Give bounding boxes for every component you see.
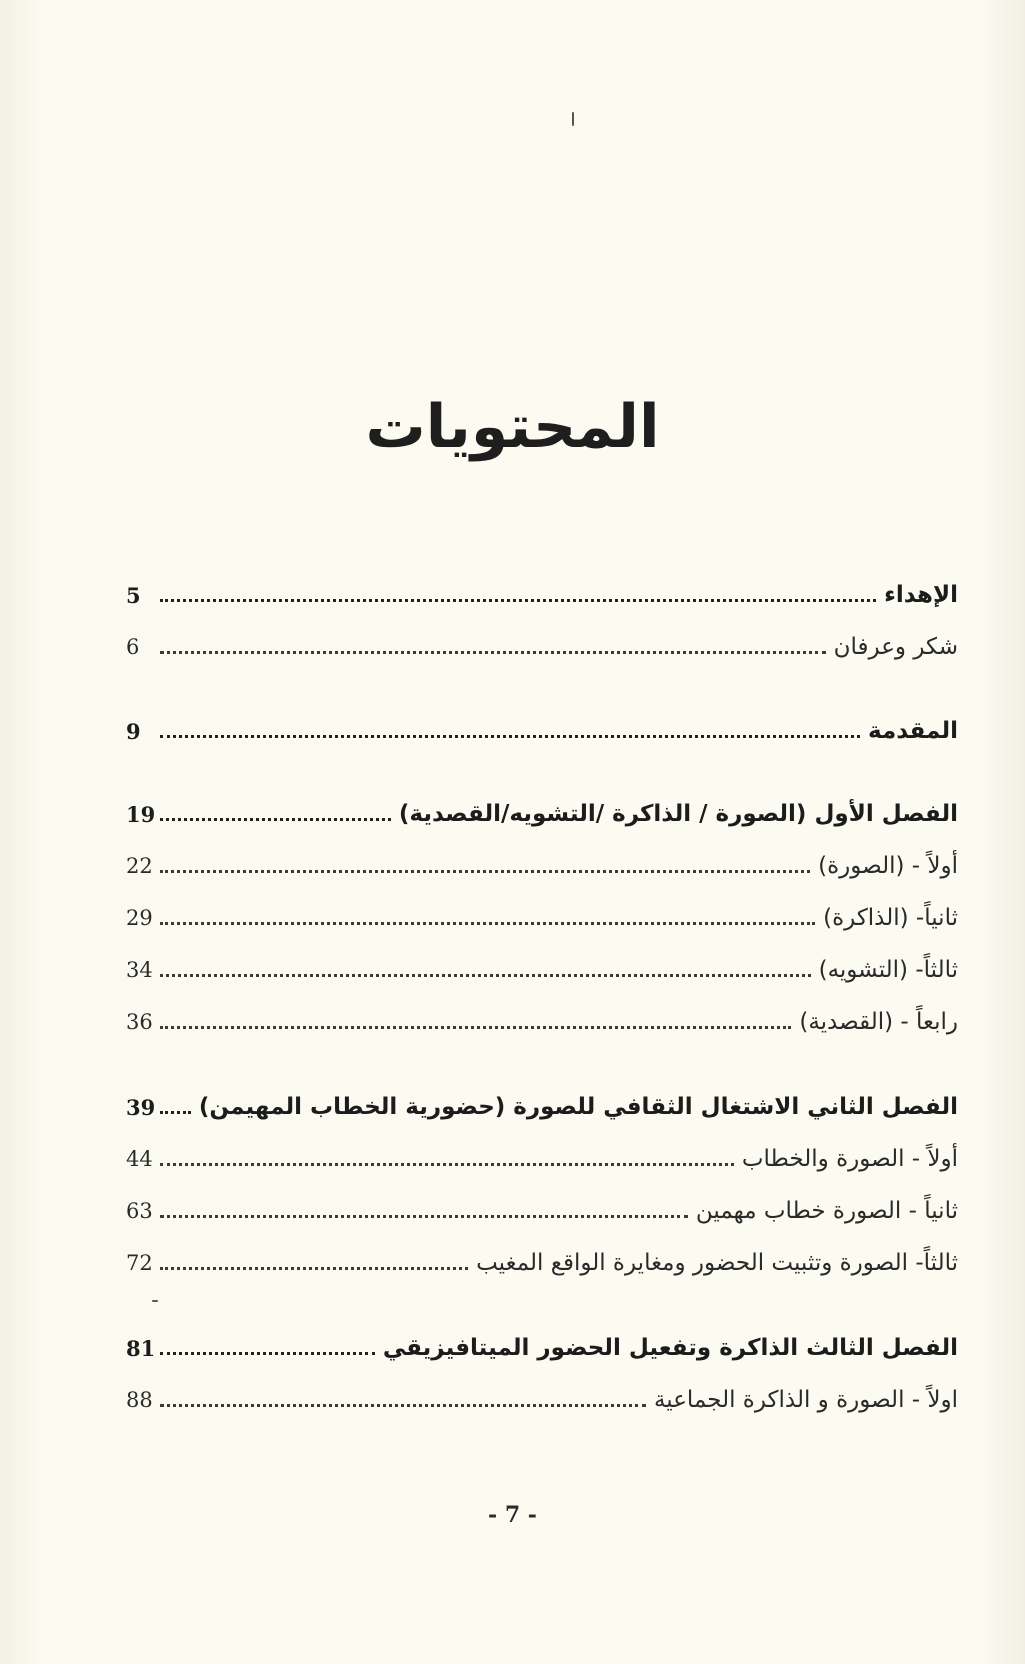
- toc-entry-label: ثانياً- (الذاكرة): [823, 905, 958, 931]
- dot-leader: [160, 898, 815, 938]
- toc-entry: [126, 711, 958, 751]
- toc-entry-label: الفصل الأول (الصورة / الذاكرة /التشويه/القصدية): [398, 801, 958, 827]
- toc-entry-page: 63: [126, 1199, 153, 1223]
- toc-entry: [126, 1243, 958, 1283]
- toc-entry: [126, 898, 958, 938]
- toc-entry: [126, 1328, 958, 1368]
- toc-entry-label: أولاً - (الصورة): [818, 853, 958, 879]
- toc-entry-page: 29: [126, 906, 153, 930]
- dot-leader: [160, 1087, 191, 1127]
- toc-entry-label: الفصل الثالث الذاكرة وتفعيل الحضور الميتافيزيقي: [382, 1335, 958, 1361]
- toc-entry: [126, 950, 958, 990]
- toc-entry-page: 72: [126, 1251, 153, 1275]
- dot-leader: [160, 1139, 734, 1179]
- toc-entry-page: 6: [126, 635, 140, 659]
- toc-entry-label: ثانياً - الصورة خطاب مهمين: [695, 1198, 958, 1224]
- toc-entry-label: المقدمة: [868, 718, 958, 744]
- dot-leader: [160, 950, 811, 990]
- toc-entry-page: 19: [126, 801, 156, 827]
- toc-entry-label: الإهداء: [884, 582, 958, 608]
- toc-entry-page: 5: [126, 582, 141, 608]
- dot-leader: [160, 1191, 688, 1231]
- page-number: - 7 -: [488, 1502, 537, 1528]
- dot-leader: [160, 1002, 791, 1042]
- toc-entry-label: رابعاً - (القصدية): [799, 1009, 958, 1035]
- toc-entry-label: الفصل الثاني الاشتغال الثقافي للصورة (حضورية الخطاب المهيمن): [198, 1094, 958, 1120]
- dot-leader: [160, 794, 391, 834]
- toc-entry: [126, 1380, 958, 1420]
- dot-leader: [160, 1243, 468, 1283]
- toc-entry: [126, 794, 958, 834]
- dot-leader: [160, 846, 810, 886]
- toc-entry: [126, 575, 958, 615]
- toc-entry-page: 88: [126, 1388, 153, 1412]
- dot-leader: [160, 575, 876, 615]
- toc-entry: [126, 1087, 958, 1127]
- toc-entry-label: شكر وعرفان: [833, 634, 958, 660]
- toc-entry-page: 44: [126, 1147, 153, 1171]
- scan-speck: [152, 1300, 158, 1302]
- dot-leader: [160, 627, 826, 667]
- toc-entry-label: ثالثاً- الصورة وتثبيت الحضور ومغايرة الواقع المغيب: [476, 1250, 958, 1276]
- scan-speck: [572, 112, 574, 126]
- dot-leader: [160, 711, 860, 751]
- toc-entry: [126, 1139, 958, 1179]
- toc-entry-label: أولاً - الصورة والخطاب: [741, 1146, 958, 1172]
- toc-entry: [126, 1191, 958, 1231]
- toc-entry: [126, 846, 958, 886]
- dot-leader: [160, 1328, 375, 1368]
- toc-entry-page: 22: [126, 854, 153, 878]
- page-title: المحتويات: [365, 392, 660, 462]
- toc-entry-page: 9: [126, 718, 141, 744]
- toc-entry: [126, 627, 958, 667]
- toc-entry-page: 34: [126, 958, 153, 982]
- toc-entry-page: 39: [126, 1094, 156, 1120]
- toc-entry-page: 36: [126, 1010, 153, 1034]
- dot-leader: [160, 1380, 646, 1420]
- toc-entry-label: ثالثاً- (التشويه): [818, 957, 958, 983]
- toc-entry-label: اولاً - الصورة و الذاكرة الجماعية: [653, 1387, 958, 1413]
- toc-entry: [126, 1002, 958, 1042]
- toc-entry-page: 81: [126, 1335, 156, 1361]
